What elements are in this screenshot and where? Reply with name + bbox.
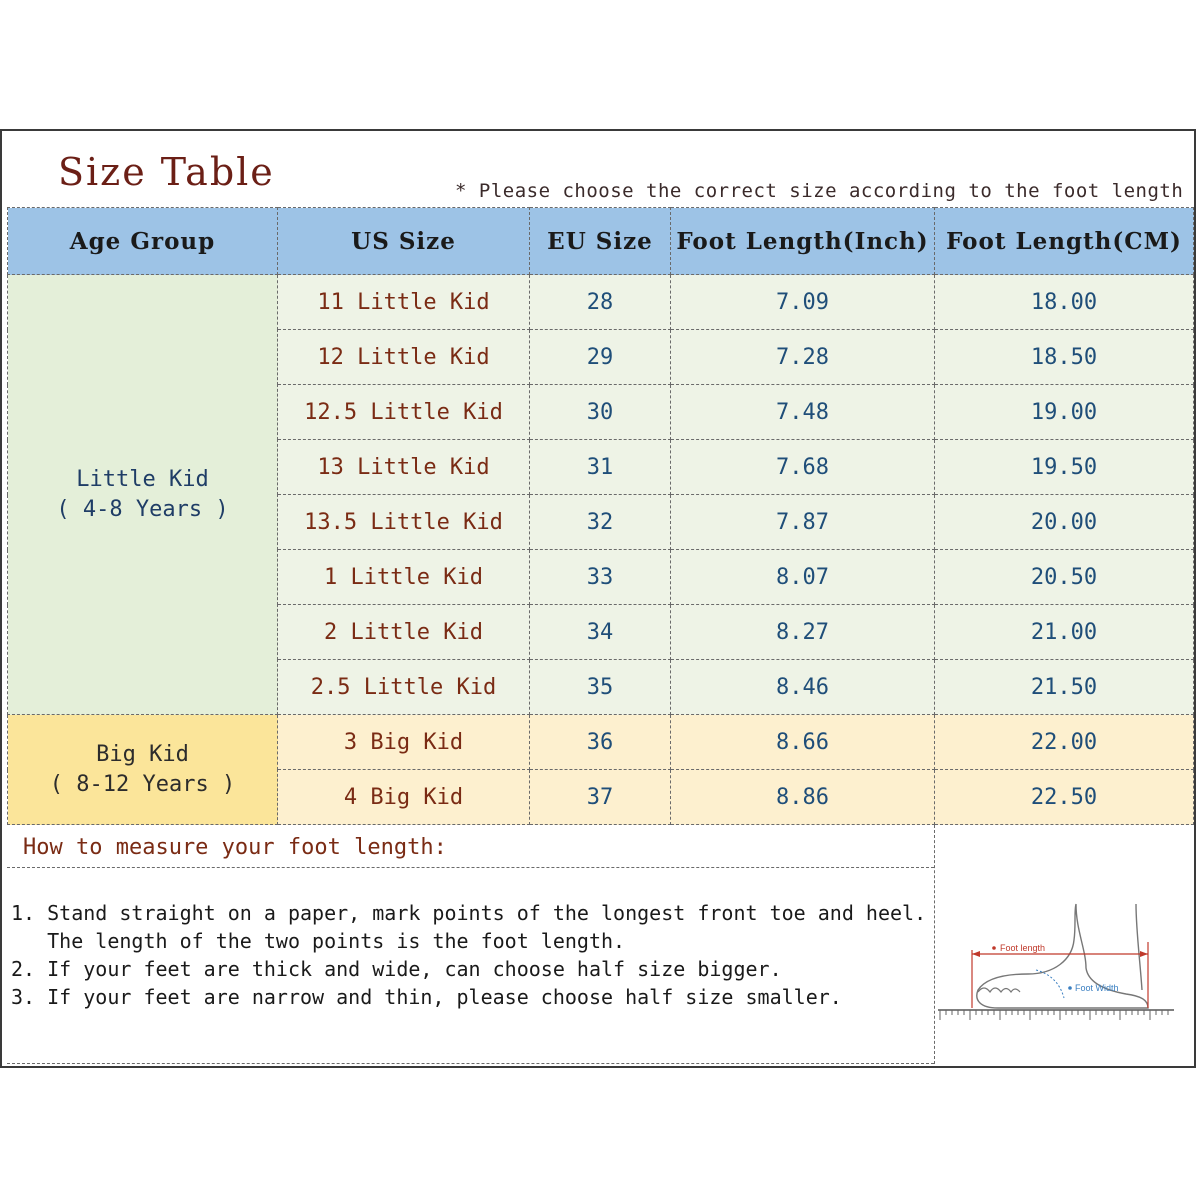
- foot-measure-diagram: [936, 890, 1176, 1030]
- instruction-step-3: 3. If your feet are narrow and thin, please choose half size smaller.: [11, 985, 842, 1009]
- instructions-header: [7, 825, 934, 868]
- eu-size-cell: 33: [530, 550, 671, 605]
- instructions-body: [11, 899, 931, 1011]
- size-table: [7, 207, 1194, 825]
- header-age-group: Age Group: [8, 208, 278, 275]
- eu-size-cell: 31: [530, 440, 671, 495]
- header-eu-size: EU Size: [530, 208, 671, 275]
- foot-cm-cell: 20.00: [935, 495, 1194, 550]
- foot-inch-cell: 8.27: [671, 605, 935, 660]
- eu-size-cell: 37: [530, 770, 671, 825]
- foot-width-arc: [1036, 970, 1064, 998]
- foot-cm-cell: 19.00: [935, 385, 1194, 440]
- eu-size-cell: 30: [530, 385, 671, 440]
- foot-cm-cell: 20.50: [935, 550, 1194, 605]
- foot-inch-cell: 8.46: [671, 660, 935, 715]
- foot-inch-cell: 7.48: [671, 385, 935, 440]
- eu-size-cell: 36: [530, 715, 671, 770]
- age-group-range: ( 8-12 Years ): [49, 771, 236, 797]
- foot-cm-cell: 21.50: [935, 660, 1194, 715]
- us-size-cell: 13.5 Little Kid: [278, 495, 530, 550]
- eu-size-cell: 32: [530, 495, 671, 550]
- us-size-cell: 3 Big Kid: [278, 715, 530, 770]
- foot-inch-cell: 8.07: [671, 550, 935, 605]
- toes-outline: [978, 988, 1020, 992]
- arrow-left-icon: [972, 951, 980, 957]
- instruction-step-1: 1. Stand straight on a paper, mark points of the longest front toe and heel.: [11, 901, 927, 925]
- age-group-little-kid: [8, 275, 278, 715]
- us-size-cell: 1 Little Kid: [278, 550, 530, 605]
- ruler-ticks: [940, 1010, 1168, 1020]
- us-size-cell: 12.5 Little Kid: [278, 385, 530, 440]
- us-size-cell: 13 Little Kid: [278, 440, 530, 495]
- age-group-range: ( 4-8 Years ): [56, 496, 229, 522]
- us-size-cell: 12 Little Kid: [278, 330, 530, 385]
- us-size-cell: 2.5 Little Kid: [278, 660, 530, 715]
- foot-cm-cell: 18.50: [935, 330, 1194, 385]
- eu-size-cell: 34: [530, 605, 671, 660]
- instruction-step-1-detail: The length of the two points is the foot length.: [11, 929, 626, 953]
- foot-outline: [977, 904, 1148, 1008]
- foot-inch-cell: 7.87: [671, 495, 935, 550]
- table-row: [8, 715, 1194, 770]
- foot-cm-cell: 19.50: [935, 440, 1194, 495]
- measure-instructions: [7, 825, 934, 1064]
- foot-cm-cell: 22.00: [935, 715, 1194, 770]
- foot-width-label: Foot Width: [1075, 983, 1119, 993]
- foot-inch-cell: 8.66: [671, 715, 935, 770]
- us-size-cell: 4 Big Kid: [278, 770, 530, 825]
- bullet-icon: [992, 946, 996, 950]
- table-row: [8, 275, 1194, 330]
- foot-length-label: Foot length: [1000, 943, 1046, 953]
- age-group-big-kid: [8, 715, 278, 825]
- table-header-row: [8, 208, 1194, 275]
- instructions-title: How to measure your foot length:: [23, 835, 447, 860]
- us-size-cell: 11 Little Kid: [278, 275, 530, 330]
- divider: [7, 1063, 934, 1064]
- divider: [934, 825, 935, 1064]
- leg-outline: [1136, 904, 1142, 990]
- foot-inch-cell: 7.09: [671, 275, 935, 330]
- age-group-label: Big Kid: [96, 741, 189, 767]
- foot-inch-cell: 7.68: [671, 440, 935, 495]
- foot-cm-cell: 22.50: [935, 770, 1194, 825]
- header-us-size: US Size: [278, 208, 530, 275]
- age-group-label: Little Kid: [76, 466, 209, 492]
- header-foot-length-cm: Foot Length(CM): [935, 208, 1194, 275]
- instruction-step-2: 2. If your feet are thick and wide, can choose half size bigger.: [11, 957, 782, 981]
- bullet-icon: [1068, 986, 1072, 990]
- us-size-cell: 2 Little Kid: [278, 605, 530, 660]
- arrow-right-icon: [1140, 951, 1148, 957]
- size-note: * Please choose the correct size according to the foot length: [455, 180, 1184, 202]
- foot-cm-cell: 18.00: [935, 275, 1194, 330]
- eu-size-cell: 35: [530, 660, 671, 715]
- foot-inch-cell: 7.28: [671, 330, 935, 385]
- foot-inch-cell: 8.86: [671, 770, 935, 825]
- page-title: Size Table: [58, 150, 275, 194]
- eu-size-cell: 29: [530, 330, 671, 385]
- eu-size-cell: 28: [530, 275, 671, 330]
- foot-cm-cell: 21.00: [935, 605, 1194, 660]
- header-foot-length-inch: Foot Length(Inch): [671, 208, 935, 275]
